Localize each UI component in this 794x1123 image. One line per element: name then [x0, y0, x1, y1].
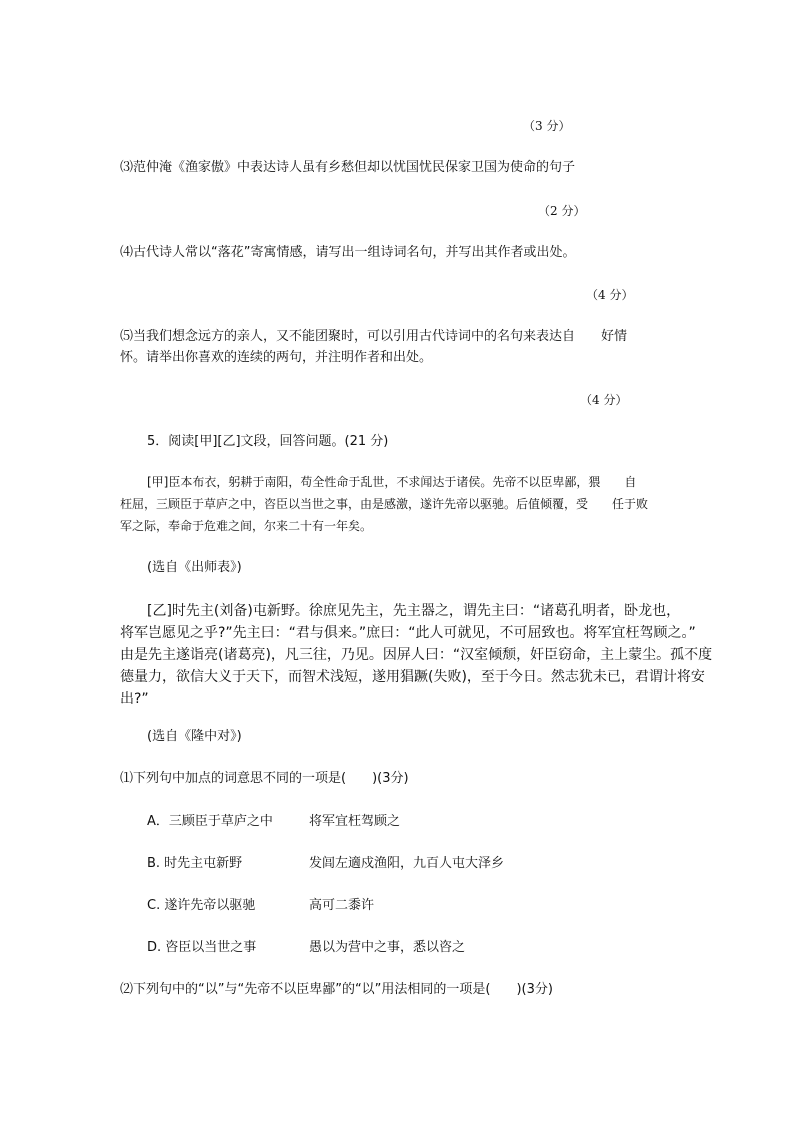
score-q2: （3 分）: [523, 119, 571, 133]
option-b-pair: 发闾左適戍渔阳，九百人屯大泽乡: [309, 856, 505, 871]
passage-jia-line-2: 枉屈，三顾臣于草庐之中，咨臣以当世之事，由是感激，遂许先帝以驱驰。后值倾覆，受 任于败: [120, 497, 649, 511]
option-a-pair: 将军宜枉驾顾之: [309, 814, 401, 829]
passage-yi-line-3: 由是先主遂诣亮(诸葛亮)，凡三往，乃见。因屏人曰：“汉室倾颓，奸臣窃命，主上蒙尘。孤不度: [120, 647, 713, 663]
subquestion-2-stem: ⑵下列句中的“以”与“先帝不以臣卑鄙”的“以”用法相同的一项是( )(3分): [120, 982, 553, 997]
subquestion-1-stem: ⑴下列句中加点的词意思不同的一项是( )(3分): [120, 771, 409, 786]
option-d-label: D. 咨臣以当世之事: [147, 940, 257, 955]
score-q5: （4 分）: [580, 393, 628, 407]
option-a-label: A．三顾臣于草庐之中: [147, 814, 273, 829]
passage-yi-line-2: 将军岂愿见之乎?”先主曰：“君与俱来。”庶曰：“此人可就见，不可屈致也。将军宜枉驾顾之。”: [120, 625, 696, 641]
option-c-label: C. 遂许先帝以驱驰: [147, 898, 256, 913]
passage-jia-line-1: [甲]臣本布衣，躬耕于南阳，苟全性命于乱世，不求闻达于诸侯。先帝不以臣卑鄙，猥 自: [147, 475, 637, 489]
option-d-pair: 愚以为营中之事，悉以咨之: [309, 940, 466, 955]
passage-yi-line-5: 出?”: [120, 691, 149, 707]
score-q4: （4 分）: [586, 288, 634, 302]
passage-jia-source: (选自《出师表》): [147, 560, 242, 575]
passage-yi-line-1: [乙]时先主(刘备)屯新野。徐庶见先主，先主器之，谓先主曰：“诸葛孔明者，卧龙也，: [147, 603, 681, 619]
option-c-pair: 高可二黍许: [309, 898, 375, 913]
question-5-line-1: ⑸当我们想念远方的亲人，又不能团聚时，可以引用古代诗词中的名句来表达自 好情: [120, 329, 628, 344]
passage-jia-line-3: 军之际，奉命于危难之间，尔来二十有一年矣。: [120, 519, 373, 533]
question-4: ⑷古代诗人常以“落花”寄寓情感，请写出一组诗词名句，并写出其作者或出处。: [120, 245, 576, 260]
reading-heading: 5．阅读[甲][乙]文段，回答问题。(21 分): [147, 434, 389, 449]
question-5-line-2: 怀。请举出你喜欢的连续的两句，并注明作者和出处。: [120, 350, 433, 365]
passage-yi-source: (选自《隆中对》): [147, 729, 242, 744]
passage-yi-line-4: 德量力，欲信大义于天下，而智术浅短，遂用猖蹶(失败)，至于今日。然志犹未已，君谓计将安: [120, 669, 705, 685]
score-q3: （2 分）: [538, 204, 586, 218]
question-3: ⑶范仲淹《渔家傲》中表达诗人虽有乡愁但却以忧国忧民保家卫国为使命的句子: [120, 160, 576, 175]
option-b-label: B. 时先主屯新野: [147, 856, 243, 871]
